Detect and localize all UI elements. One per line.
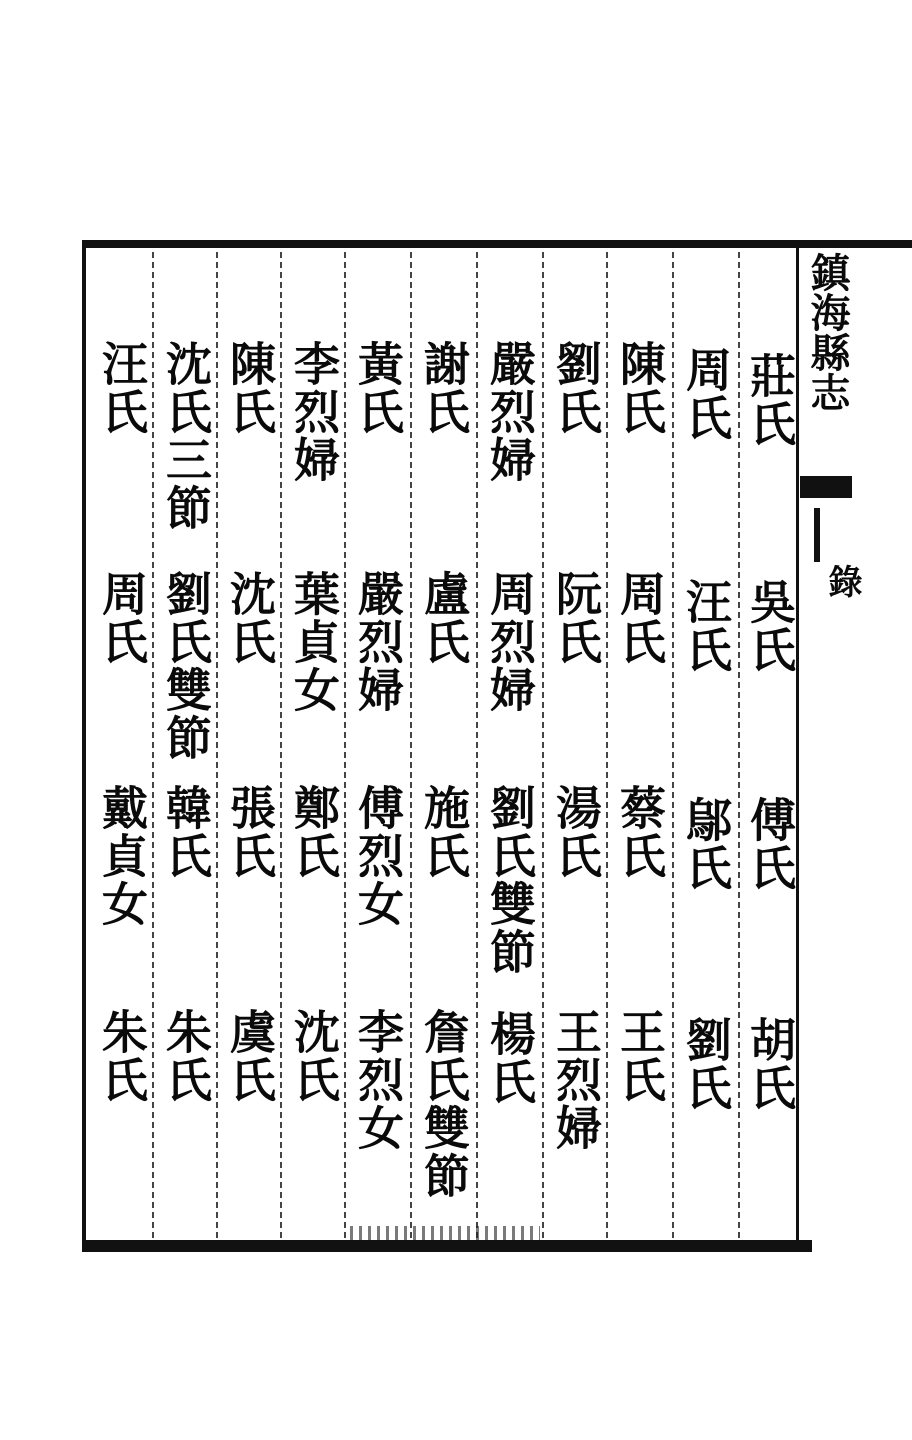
banxin-volume-mark: 錄 (822, 564, 862, 598)
name-column (546, 0, 606, 1440)
name-entry: 王氏 (613, 1008, 667, 1104)
column-divider (152, 252, 154, 1238)
column-divider (542, 252, 544, 1238)
name-entry: 沈氏 (287, 1008, 341, 1104)
name-entry: 虞氏 (223, 1008, 277, 1104)
column-divider (476, 252, 478, 1238)
name-column (156, 0, 216, 1440)
name-entry: 蔡氏 (613, 784, 667, 880)
name-entry: 沈氏 (223, 570, 277, 666)
name-entry: 阮氏 (549, 570, 603, 666)
column-divider (280, 252, 282, 1238)
name-entry: 朱氏 (159, 1008, 213, 1104)
name-entry: 劉氏雙節 (159, 570, 213, 762)
name-column (92, 0, 152, 1440)
name-column (220, 0, 280, 1440)
name-entry: 黃氏 (351, 340, 405, 436)
name-entry: 劉氏 (679, 1016, 733, 1112)
name-entry: 謝氏 (417, 340, 471, 436)
name-column (480, 0, 540, 1440)
name-entry: 湯氏 (549, 784, 603, 880)
name-entry: 莊氏 (743, 352, 797, 448)
fold-mark (814, 508, 820, 562)
banxin-column (800, 244, 862, 1244)
name-entry: 詹氏雙節 (417, 1008, 471, 1200)
name-entry: 胡氏 (743, 1016, 797, 1112)
name-column (610, 0, 670, 1440)
name-column (414, 0, 474, 1440)
name-column (676, 0, 736, 1440)
name-entry: 嚴烈婦 (483, 340, 537, 484)
name-entry: 陳氏 (223, 340, 277, 436)
banxin-title: 鎮海縣志 (804, 252, 851, 412)
name-entry: 傅氏 (743, 796, 797, 892)
print-speckle (350, 1226, 540, 1240)
name-entry: 汪氏 (679, 578, 733, 674)
name-entry: 嚴烈婦 (351, 570, 405, 714)
column-divider (606, 252, 608, 1238)
column-divider (672, 252, 674, 1238)
name-entry: 劉氏雙節 (483, 784, 537, 976)
name-entry: 戴貞女 (95, 784, 149, 928)
name-entry: 葉貞女 (287, 570, 341, 714)
name-entry: 周氏 (95, 570, 149, 666)
name-entry: 陳氏 (613, 340, 667, 436)
name-entry: 李烈女 (351, 1008, 405, 1152)
name-column (740, 0, 800, 1440)
name-entry: 鄔氏 (679, 796, 733, 892)
column-divider (410, 252, 412, 1238)
name-entry: 李烈婦 (287, 340, 341, 484)
name-entry: 吳氏 (743, 578, 797, 674)
name-entry: 沈氏三節 (159, 340, 213, 532)
name-entry: 楊氏 (483, 1010, 537, 1106)
frame-left-rule (82, 240, 86, 1252)
name-entry: 施氏 (417, 784, 471, 880)
name-entry: 周氏 (613, 570, 667, 666)
name-entry: 周烈婦 (483, 570, 537, 714)
name-entry: 傅烈女 (351, 784, 405, 928)
name-entry: 周氏 (679, 346, 733, 442)
name-entry: 鄭氏 (287, 784, 341, 880)
name-entry: 盧氏 (417, 570, 471, 666)
name-entry: 張氏 (223, 784, 277, 880)
name-column (284, 0, 344, 1440)
name-entry: 劉氏 (549, 340, 603, 436)
name-column (348, 0, 408, 1440)
name-entry: 韓氏 (159, 784, 213, 880)
name-entry: 朱氏 (95, 1008, 149, 1104)
fishtail-mark (800, 476, 852, 498)
name-entry: 汪氏 (95, 340, 149, 436)
column-divider (216, 252, 218, 1238)
name-entry: 王烈婦 (549, 1008, 603, 1152)
column-divider (344, 252, 346, 1238)
